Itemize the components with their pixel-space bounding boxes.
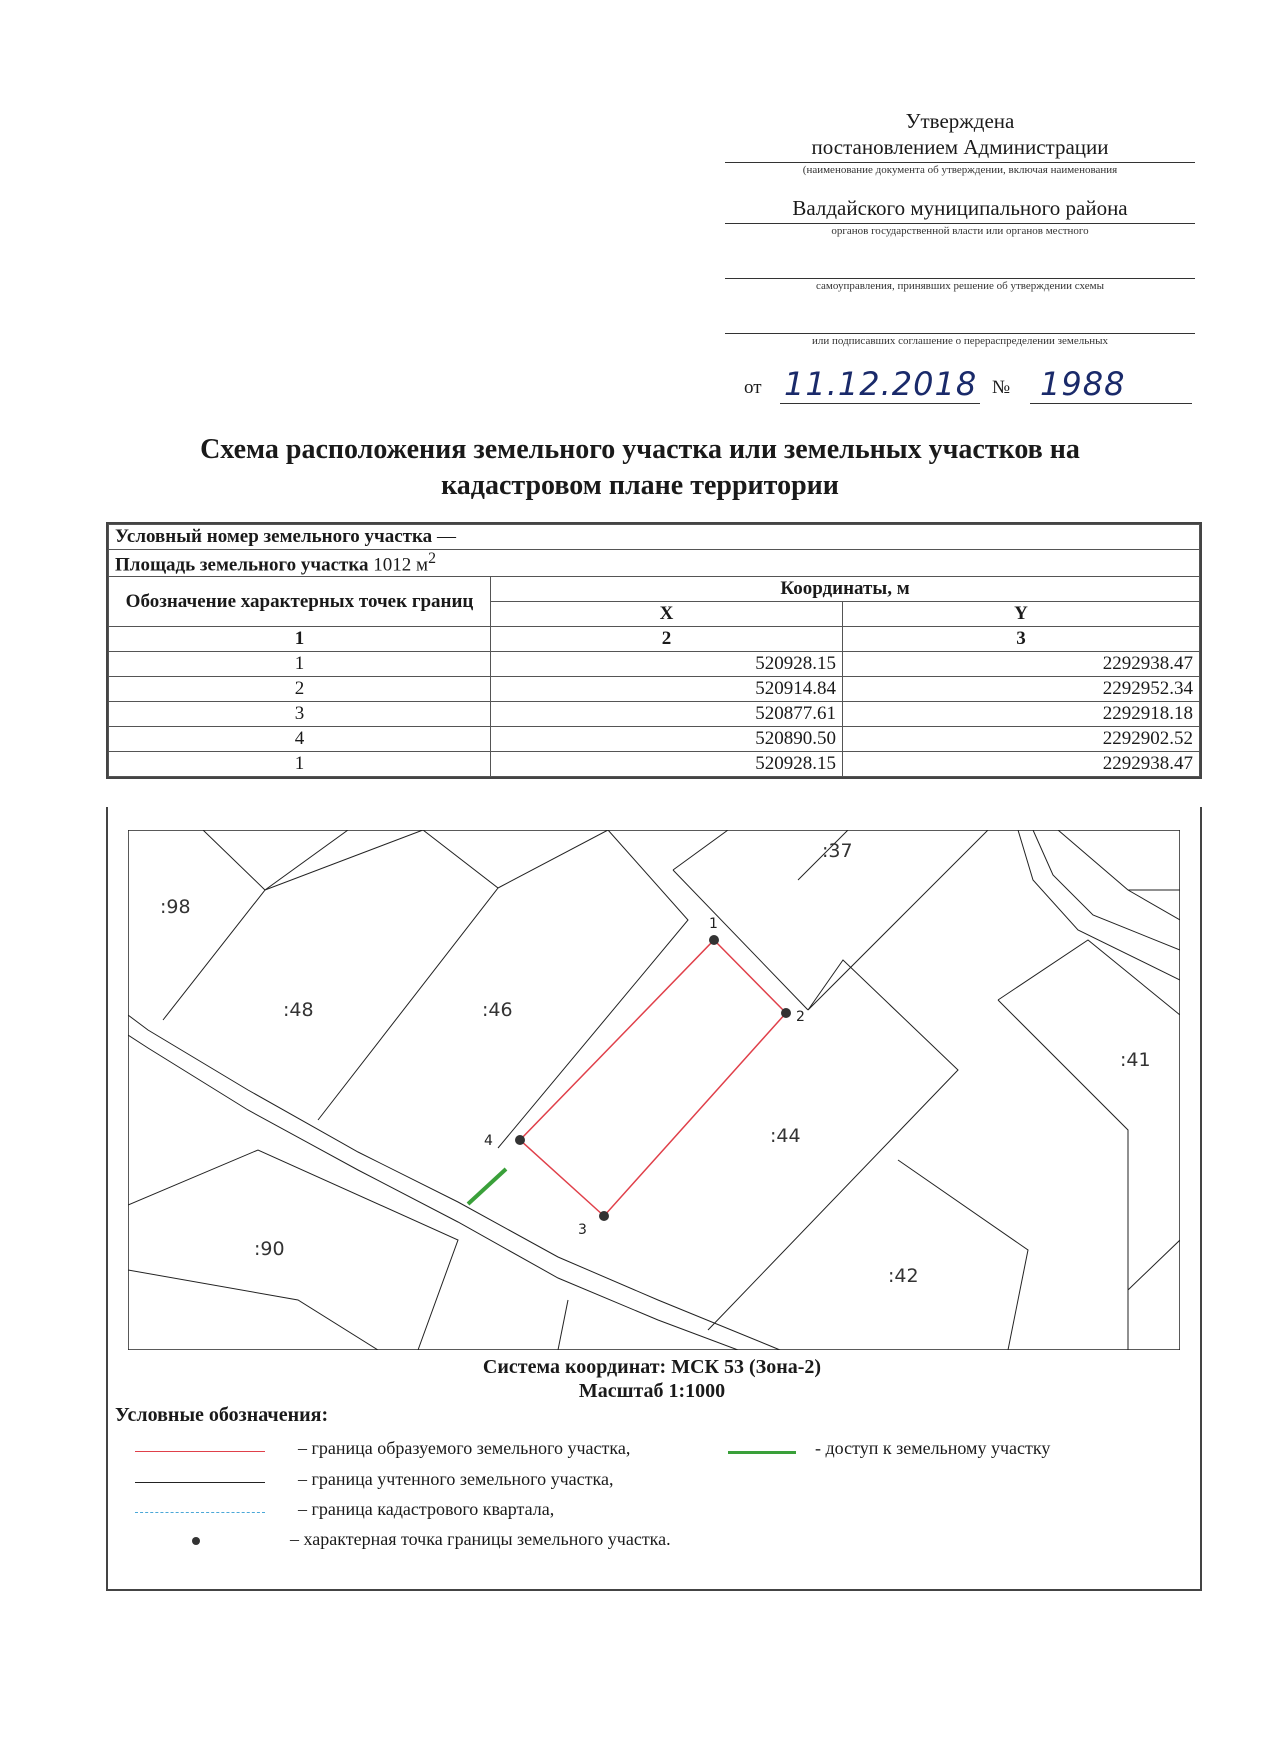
legend-new-boundary-swatch xyxy=(135,1451,265,1452)
point-label-1: 1 xyxy=(709,916,718,932)
parcel-label-46: :46 xyxy=(482,999,513,1021)
coordinates-table xyxy=(108,524,1200,777)
legend-access: - доступ к земельному участку xyxy=(815,1438,1051,1458)
area-value: 1012 м xyxy=(373,554,429,576)
legend-quarter-boundary: – граница кадастрового квартала, xyxy=(298,1499,555,1519)
area-unit-sup: 2 xyxy=(428,550,436,567)
col-num-3: 3 xyxy=(843,627,1200,652)
legend-existing-boundary-swatch xyxy=(135,1482,265,1483)
point-label-2: 2 xyxy=(796,1009,805,1025)
point-cell: 2 xyxy=(109,677,491,702)
col-x-header: X xyxy=(491,602,843,627)
parcel-label-41: :41 xyxy=(1120,1049,1151,1071)
col-num-2: 2 xyxy=(491,627,843,652)
table-row xyxy=(109,752,1200,777)
y-cell: 2292918.18 xyxy=(843,702,1200,727)
legend-point-swatch xyxy=(192,1537,200,1545)
y-cell: 2292952.34 xyxy=(843,677,1200,702)
y-cell: 2292902.52 xyxy=(843,727,1200,752)
approval-line-1: Утверждена xyxy=(905,109,1015,133)
approval-line-2: постановлением Администрации xyxy=(811,135,1109,159)
approval-caption-1: (наименование документа об утверждении, включая наименования xyxy=(802,164,1118,176)
x-cell: 520928.15 xyxy=(491,652,843,677)
legend-new-boundary: – граница образуемого земельного участка, xyxy=(298,1438,631,1458)
x-cell: 520877.61 xyxy=(491,702,843,727)
boundary-point-1 xyxy=(709,935,719,945)
parcel-label-37: :37 xyxy=(822,840,853,862)
parcel-label-42: :42 xyxy=(888,1265,919,1287)
approval-caption-3: самоуправления, принявших решение об утверждении схемы xyxy=(816,280,1104,292)
y-cell: 2292938.47 xyxy=(843,652,1200,677)
x-cell: 520890.50 xyxy=(491,727,843,752)
table-row xyxy=(109,677,1200,702)
point-cell: 3 xyxy=(109,702,491,727)
approval-date-row xyxy=(740,365,1195,405)
col-points-header: Обозначение характерных точек границ xyxy=(109,577,491,627)
parcel-label-44: :44 xyxy=(770,1125,801,1147)
boundary-point-2 xyxy=(781,1008,791,1018)
cond-number-label: Условный номер земельного участка xyxy=(115,526,433,547)
document-title xyxy=(140,432,1140,504)
approval-caption-2: органов государственной власти или органов местного xyxy=(831,225,1089,237)
table-row xyxy=(109,702,1200,727)
scale-label: Масштаб 1:1000 xyxy=(578,1380,726,1402)
boundary-point-4 xyxy=(515,1135,525,1145)
number-value: 1988 xyxy=(1040,365,1126,403)
approval-block xyxy=(725,108,1195,348)
approval-caption-4: или подписавших соглашение о перераспределении земельных xyxy=(811,335,1109,347)
point-cell: 1 xyxy=(109,752,491,777)
number-prefix: № xyxy=(992,377,1011,398)
parcel-label-90: :90 xyxy=(254,1238,285,1260)
point-cell: 4 xyxy=(109,727,491,752)
col-coords-header: Координаты, м xyxy=(491,577,1200,602)
area-label: Площадь земельного участка xyxy=(115,554,369,576)
legend-access-swatch xyxy=(728,1451,796,1454)
coordinates-table-frame xyxy=(106,522,1202,779)
parcel-label-48: :48 xyxy=(283,999,314,1021)
map-border xyxy=(128,830,1180,1350)
y-cell: 2292938.47 xyxy=(843,752,1200,777)
parcel-label-98: :98 xyxy=(160,896,191,918)
legend-point: – характерная точка границы земельного участка. xyxy=(290,1529,671,1549)
col-num-1: 1 xyxy=(109,627,491,652)
point-label-3: 3 xyxy=(578,1222,587,1238)
legend-title: Условные обозначения: xyxy=(115,1404,329,1426)
col-y-header: Y xyxy=(843,602,1200,627)
boundary-point-3 xyxy=(599,1211,609,1221)
point-cell: 1 xyxy=(109,652,491,677)
date-prefix: от xyxy=(744,377,762,398)
cond-number-value: — xyxy=(436,526,456,547)
cond-number-row xyxy=(109,525,1200,550)
x-cell: 520914.84 xyxy=(491,677,843,702)
date-value: 11.12.2018 xyxy=(784,365,978,403)
cadastral-map xyxy=(128,830,1180,1350)
area-row xyxy=(109,550,1200,577)
coordinate-system-block xyxy=(106,1355,1198,1403)
legend-quarter-boundary-swatch xyxy=(135,1512,265,1513)
table-row xyxy=(109,727,1200,752)
title-line-2: кадастровом плане территории xyxy=(441,470,839,501)
title-line-1: Схема расположения земельного участка или земельных участков на xyxy=(200,434,1080,465)
coordinate-system-label: Система координат: МСК 53 (Зона-2) xyxy=(482,1356,822,1378)
x-cell: 520928.15 xyxy=(491,752,843,777)
table-row xyxy=(109,652,1200,677)
legend-existing-boundary: – граница учтенного земельного участка, xyxy=(298,1469,614,1489)
approval-line-3: Валдайского муниципального района xyxy=(792,196,1128,220)
point-label-4: 4 xyxy=(484,1133,493,1149)
